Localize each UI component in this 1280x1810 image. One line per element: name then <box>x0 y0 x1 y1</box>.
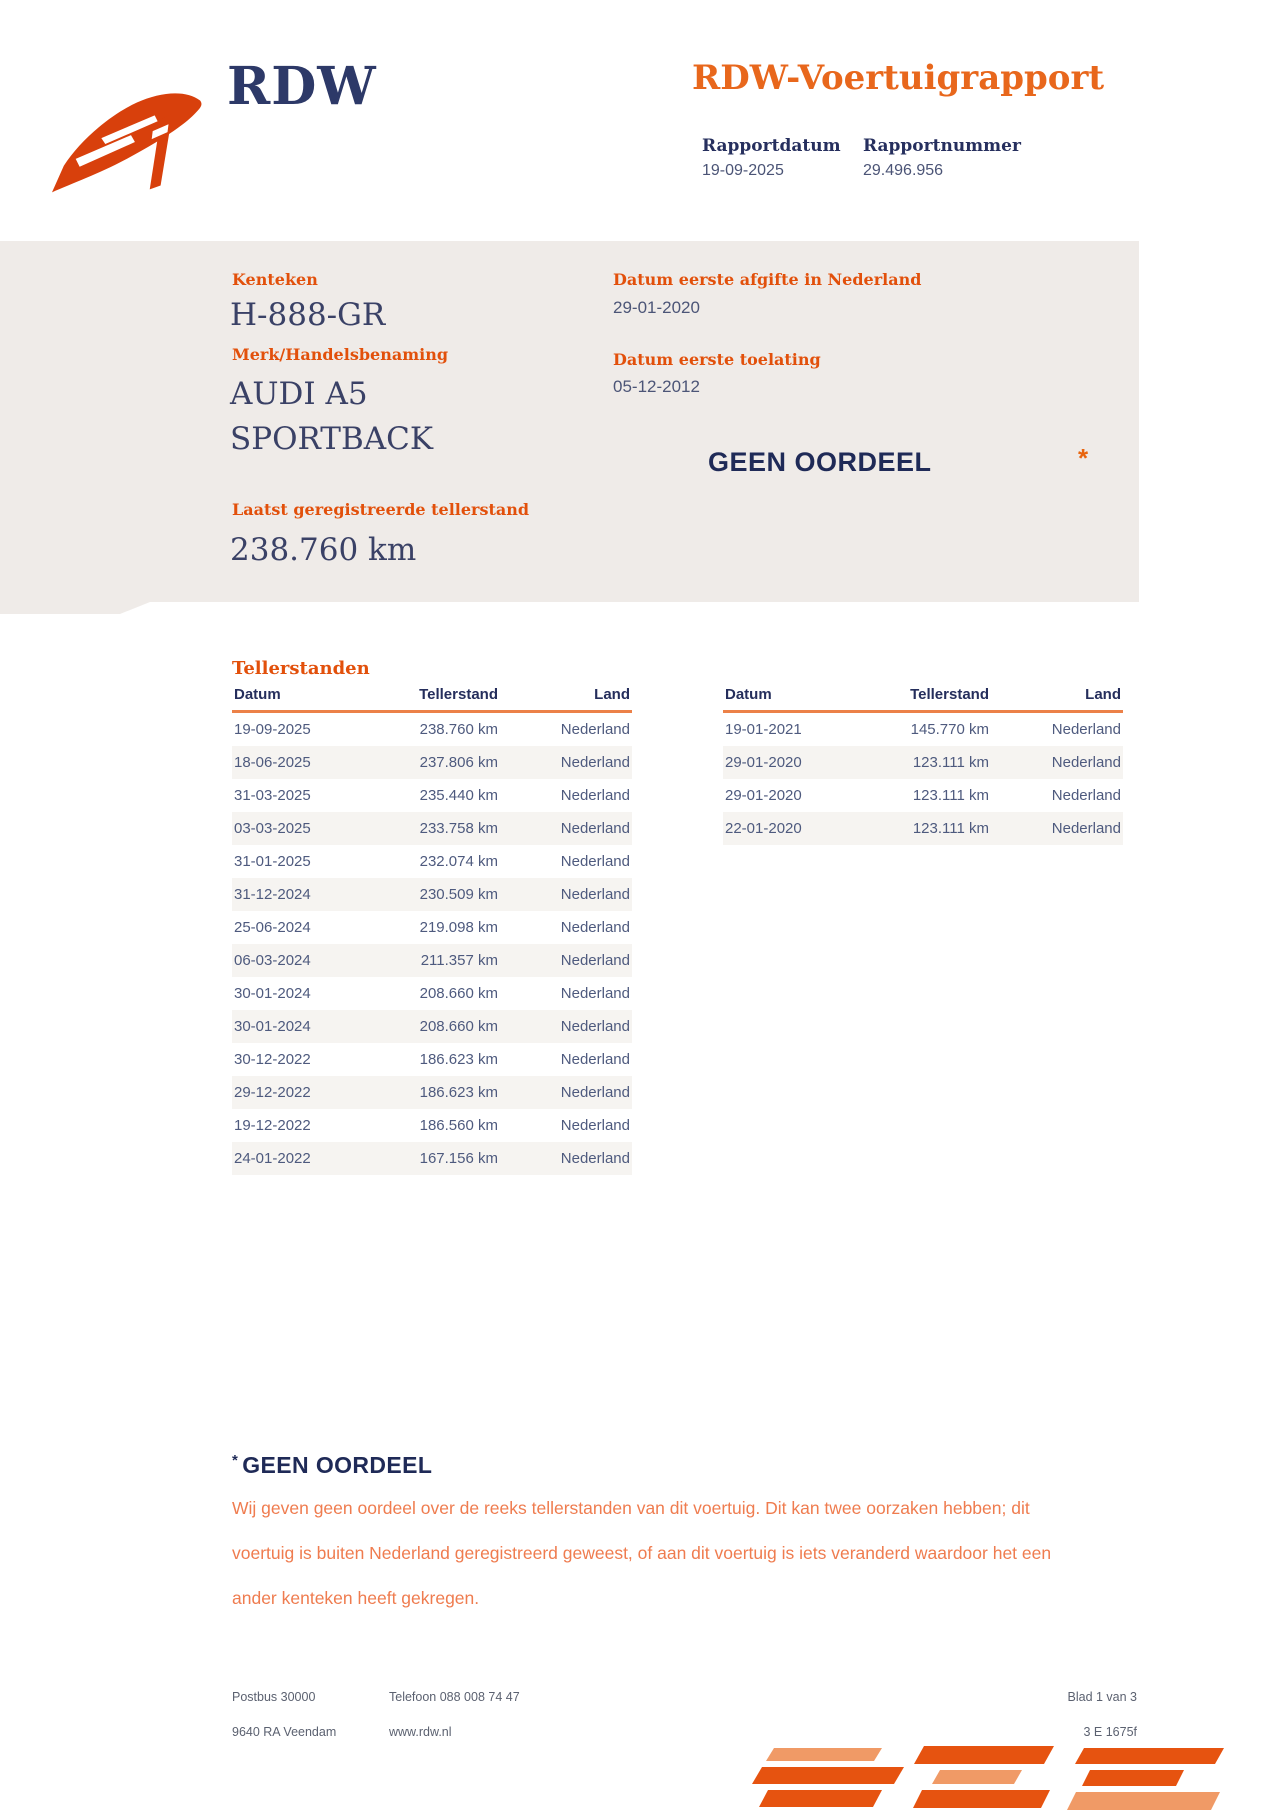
rdw-feather-logo-icon <box>50 86 208 202</box>
tellerstand-value: 238.760 km <box>230 532 417 568</box>
table-row: 30-01-2024 208.660 km Nederland <box>234 985 630 1002</box>
table-row: 24-01-2022 167.156 km Nederland <box>232 1142 632 1175</box>
table-row: 25-06-2024 219.098 km Nederland <box>234 919 630 936</box>
table-header <box>723 686 1123 713</box>
table-row: 22-01-2020 123.111 km Nederland <box>723 812 1123 845</box>
report-date-value: 19-09-2025 <box>702 162 784 179</box>
col-header-tellerstand: Tellerstand <box>419 686 498 703</box>
kenteken-label: Kenteken <box>232 270 318 289</box>
footer-page-indicator: Blad 1 van 3 <box>1067 1690 1137 1704</box>
table-row: 31-12-2024 230.509 km Nederland <box>232 878 632 911</box>
table-row: 19-12-2022 186.560 km Nederland <box>234 1117 630 1134</box>
report-number-label: Rapportnummer <box>863 136 1021 156</box>
footer-form-code: 3 E 1675f <box>1083 1725 1137 1739</box>
footnote-text: Wij geven geen oordeel over de reeks tellerstanden van dit voertuig. Dit kan twee oorzaken hebben; dit voertuig is buiten Nederland geregistreerd geweest, of aan dit voertuig is iets veranderd waardoor het een ander kenteken heeft gekregen. <box>232 1498 1052 1608</box>
footer-phone: Telefoon 088 008 74 47 <box>389 1690 520 1704</box>
merk-line-1: AUDI A5 <box>230 376 368 412</box>
report-number-value: 29.496.956 <box>863 162 944 179</box>
table-row: 29-01-2020 123.111 km Nederland <box>723 746 1123 779</box>
footer-website: www.rdw.nl <box>389 1725 452 1739</box>
tellerstanden-table-left <box>232 686 632 1175</box>
table-row: 19-09-2025 238.760 km Nederland <box>234 721 630 738</box>
tellerstanden-section-title: Tellerstanden <box>232 658 370 679</box>
table-row: 06-03-2024 211.357 km Nederland <box>232 944 632 977</box>
col-header-datum: Datum <box>725 686 772 703</box>
table-row: 29-12-2022 186.623 km Nederland <box>232 1076 632 1109</box>
vehicle-summary-panel-tab <box>0 602 150 614</box>
table-body <box>232 713 632 1175</box>
table-row: 31-01-2025 232.074 km Nederland <box>234 853 630 870</box>
footer-address-line1: Postbus 30000 <box>232 1690 316 1704</box>
col-header-tellerstand: Tellerstand <box>910 686 989 703</box>
col-header-land: Land <box>1085 686 1121 703</box>
footnote-asterisk: * <box>232 1452 239 1469</box>
afgifte-value: 29-01-2020 <box>613 298 700 317</box>
tellerstanden-table-right <box>723 686 1123 845</box>
col-header-land: Land <box>594 686 630 703</box>
table-row: 29-01-2020 123.111 km Nederland <box>725 787 1121 804</box>
table-header <box>232 686 632 713</box>
table-row: 18-06-2025 237.806 km Nederland <box>232 746 632 779</box>
table-row: 03-03-2025 233.758 km Nederland <box>232 812 632 845</box>
tellerstand-label: Laatst geregistreerde tellerstand <box>232 500 530 519</box>
col-header-datum: Datum <box>234 686 281 703</box>
report-date-label: Rapportdatum <box>702 136 841 156</box>
toelating-label: Datum eerste toelating <box>613 350 821 369</box>
table-row: 30-12-2022 186.623 km Nederland <box>234 1051 630 1068</box>
merk-value <box>230 372 433 462</box>
table-row: 19-01-2021 145.770 km Nederland <box>725 721 1121 738</box>
rdw-wordmark: RDW <box>227 56 377 117</box>
table-body <box>723 713 1123 845</box>
table-row: 30-01-2024 208.660 km Nederland <box>232 1010 632 1043</box>
merk-line-2: SPORTBACK <box>230 421 434 457</box>
footer-address-line2: 9640 RA Veendam <box>232 1725 337 1739</box>
rdw-stripes-decoration-icon <box>752 1744 1224 1810</box>
oordeel-status: GEEN OORDEEL <box>708 447 932 477</box>
merk-label: Merk/Handelsbenaming <box>232 345 449 364</box>
table-row: 31-03-2025 235.440 km Nederland <box>234 787 630 804</box>
document-title: RDW-Voertuigrapport <box>692 58 1105 98</box>
oordeel-asterisk: * <box>1078 443 1089 473</box>
kenteken-value: H-888-GR <box>230 297 386 333</box>
toelating-value: 05-12-2012 <box>613 377 700 396</box>
footnote-heading <box>232 1452 432 1479</box>
afgifte-label: Datum eerste afgifte in Nederland <box>613 270 922 289</box>
vehicle-summary-panel <box>0 241 1139 602</box>
footnote-title: GEEN OORDEEL <box>242 1452 433 1478</box>
